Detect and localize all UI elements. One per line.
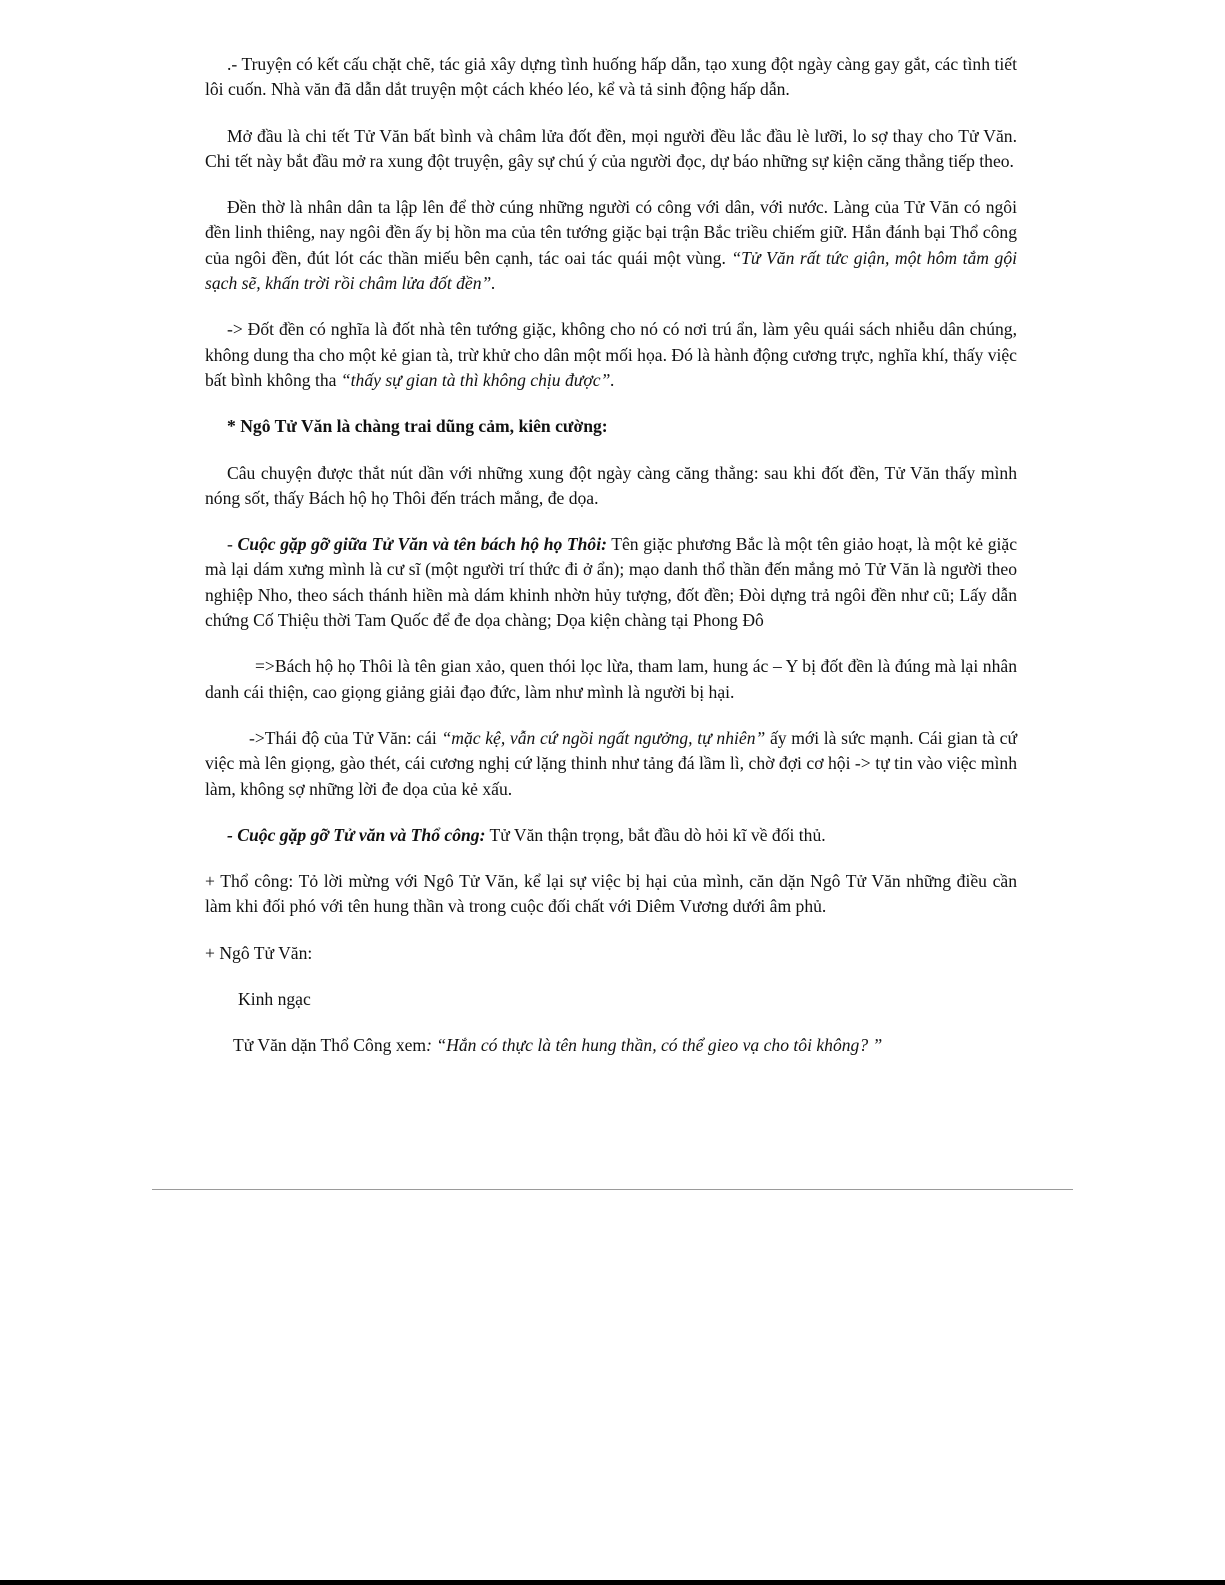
meeting-thoi-dash: - [227,534,238,555]
paragraph-tho-cong: + Thổ công: Tỏ lời mừng với Ngô Tử Văn, kể lại sự việc bị hại của mình, căn dặn Ngô Tử Văn những điều cần làm khi đối phó với tên hung thần và trong cuộc đối chất với Diêm Vương dưới âm phủ. [205,871,1017,917]
paragraph-final-quote [205,1033,1017,1058]
page-divider [152,1189,1073,1190]
section-heading: * Ngô Tử Văn là chàng trai dũng cảm, kiên cường: [227,416,608,437]
final-text: Tử Văn dặn Thổ Công xem [233,1035,427,1056]
paragraph-burning-meaning [205,317,1017,393]
attitude-text-1: ->Thái độ của Tử Văn: cái [249,727,442,748]
attitude-quote: “mặc kệ, vẫn cứ ngồi ngất ngưởng, tự nhiên” [441,727,766,748]
meeting-thoi-text: Tên giặc phương Bắc là một tên giảo hoạt, là một kẻ giặc mà lại dám xưng mình là cư sĩ (một người trí thức đi ở ẩn); mạo danh thổ thần đến mắng mỏ Tử Văn là người theo nghiệp Nho, theo sách thánh hiền mà dám khinh nhờn hủy tượng, đốt đền; Đòi dựng trả ngôi đền như cũ; Lấy dẫn chứng Cố Thiệu thời Tam Quốc để đe dọa chàng; Dọa kiện chàng tại Phong Đô [205,534,1017,631]
burning-text: -> Đốt đền có nghĩa là đốt nhà tên tướng giặc, không cho nó có nơi trú ẩn, làm yêu quái sách nhiễu dân chúng, không dung tha cho một kẻ gian tà, trừ khử cho dân một mối họa. Đó là hành động cương trực, nghĩa khí, thấy việc bất bình không tha [205,319,1017,390]
paragraph-opening-detail: Mở đầu là chi tết Tử Văn bất bình và châm lửa đốt đền, mọi người đều lắc đầu lè lưỡi, lo sợ thay cho Tử Văn. Chi tết này bắt đầu mở ra xung đột truyện, gây sự chú ý của người đọc, dự báo những sự kiện căng thẳng tiếp theo. [205,125,1017,171]
bottom-edge-bar [0,1580,1225,1585]
attitude-text-2: ấy mới là sức mạnh. Cái gian tà cứ việc mà lên giọng, gào thét, cái cương nghị cứ lặng thinh như tảng đá lầm lì, chờ đợi cơ hội -> tự tin vào việc mình làm, không sợ những lời đe dọa của kẻ xấu. [205,727,1017,799]
meeting-tho-cong-text: Tử Văn thận trọng, bắt đầu dò hỏi kĩ về đối thủ. [485,824,826,845]
final-quote: : “Hắn có thực là tên hung thần, có thể gieo vạ cho tôi không? ” [426,1035,883,1056]
document-page [205,52,1017,1080]
meeting-tho-cong-title: - Cuộc gặp gỡ Tử văn và Thổ công: [227,824,486,845]
paragraph-attitude [205,726,1017,802]
meeting-thoi-title: Cuộc gặp gỡ giữa Tử Văn và tên bách hộ họ Thôi: [237,534,607,555]
paragraph-conflict: Câu chuyện được thắt nút dần với những xung đột ngày càng căng thẳng: sau khi đốt đền, Tử Văn thấy mình nóng sốt, thấy Bách hộ họ Thôi đến trách mắng, đe dọa. [205,462,1017,508]
paragraph-ngo-tu-van: + Ngô Tử Văn: [205,942,313,963]
temple-text: Đền thờ là nhân dân ta lập lên để thờ cúng những người có công với dân, với nước. Làng của Tử Văn có ngôi đền linh thiêng, nay ngôi đền ấy bị hồn ma của tên tướng giặc bại trận Bắc triều chiếm giữ. Hắn đánh bại Thổ công của ngôi đền, đút lót các thần miếu bên cạnh, tác oai tác quái một vùng. [205,197,1017,268]
paragraph-structure: .- Truyện có kết cấu chặt chẽ, tác giả xây dựng tình huống hấp dẫn, tạo xung đột ngày càng gay gắt, các tình tiết lôi cuốn. Nhà văn đã dẫn dắt truyện một cách khéo léo, kể và tả sinh động hấp dẫn. [205,54,1017,100]
temple-quote: “Tử Văn rất tức giận, một hôm tắm gội sạch sẽ, khấn trời rồi châm lửa đốt đền”. [205,247,1017,294]
paragraph-kinh-ngac: Kinh ngạc [238,989,311,1010]
burning-quote: “thấy sự gian tà thì không chịu được”. [340,369,615,390]
paragraph-meeting-thoi [205,532,1017,633]
paragraph-thoi-conclusion: =>Bách hộ họ Thôi là tên gian xảo, quen thói lọc lừa, tham lam, hung ác – Y bị đốt đền là đúng mà lại nhân danh cái thiện, cao giọng giảng giải đạo đức, làm như mình là người bị hại. [205,656,1017,702]
paragraph-meeting-tho-cong [205,823,1017,848]
paragraph-temple [205,195,1017,296]
